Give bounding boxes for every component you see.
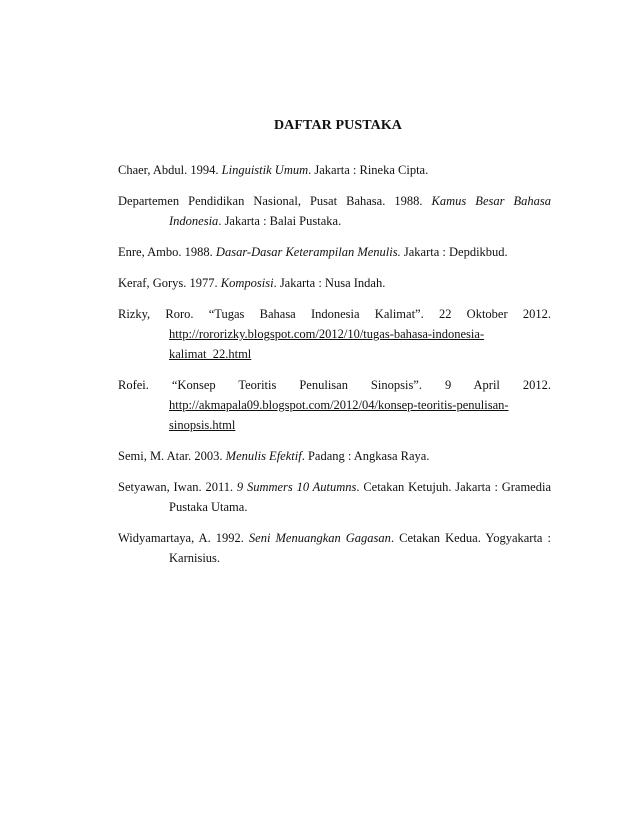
reference-publisher: . Jakarta : Nusa Indah. bbox=[273, 276, 386, 290]
reference-year: 1988. bbox=[394, 194, 423, 208]
reference-year: 1994. bbox=[190, 163, 219, 177]
reference-link[interactable]: http://akmapala09.blogspot.com/2012/04/konsep-teoritis-penulisan-sinopsis.html bbox=[169, 398, 509, 432]
reference-entry bbox=[118, 242, 551, 262]
reference-entry bbox=[118, 191, 551, 231]
reference-text: Rofei. “Konsep Teoritis Penulisan Sinopsis”. 9 April 2012. bbox=[118, 378, 551, 392]
reference-author: Setyawan, Iwan. bbox=[118, 480, 202, 494]
page-title: DAFTAR PUSTAKA bbox=[273, 118, 403, 133]
reference-title: Menulis Efektif bbox=[225, 449, 302, 463]
reference-author: Widyamartaya, A. bbox=[118, 531, 211, 545]
reference-publisher: . Cetakan Ketujuh. Jakarta : Gramedia Pustaka Utama. bbox=[169, 480, 552, 514]
reference-publisher: . Cetakan Kedua. Yogyakarta : Karnisius. bbox=[169, 531, 551, 565]
reference-link[interactable]: http://rororizky.blogspot.com/2012/10/tugas-bahasa-indonesia-kalimat_22.html bbox=[169, 327, 485, 361]
reference-title: Seni Menuangkan Gagasan bbox=[248, 531, 391, 545]
reference-entry bbox=[118, 160, 551, 180]
reference-entry bbox=[118, 477, 551, 517]
reference-year: 2003. bbox=[194, 449, 223, 463]
reference-publisher: . Jakarta : Balai Pustaka. bbox=[218, 214, 342, 228]
reference-entry bbox=[118, 304, 551, 364]
reference-author: Semi, M. Atar. bbox=[118, 449, 192, 463]
reference-year: 1992. bbox=[215, 531, 244, 545]
reference-title: 9 Summers 10 Autumns bbox=[236, 480, 357, 494]
reference-title: Komposisi bbox=[220, 276, 274, 290]
reference-year: 1977. bbox=[189, 276, 218, 290]
reference-entry bbox=[118, 446, 551, 466]
reference-year: 1988. bbox=[184, 245, 213, 259]
reference-publisher: . Padang : Angkasa Raya. bbox=[301, 449, 430, 463]
reference-year: 2011. bbox=[205, 480, 234, 494]
reference-author: Enre, Ambo. bbox=[118, 245, 182, 259]
reference-author: Departemen Pendidikan Nasional, Pusat Bahasa. bbox=[118, 194, 386, 208]
reference-list bbox=[118, 160, 551, 579]
reference-publisher: . Jakarta : Rineka Cipta. bbox=[308, 163, 429, 177]
reference-entry bbox=[118, 528, 551, 568]
reference-author: Keraf, Gorys. bbox=[118, 276, 187, 290]
reference-entry bbox=[118, 273, 551, 293]
reference-title: Dasar-Dasar Keterampilan Menulis. bbox=[215, 245, 401, 259]
reference-author: Chaer, Abdul. bbox=[118, 163, 188, 177]
reference-title: Linguistik Umum bbox=[221, 163, 309, 177]
reference-title: Kamus Besar Bahasa Indonesia bbox=[169, 194, 552, 228]
reference-publisher: Jakarta : Depdikbud. bbox=[400, 245, 508, 259]
reference-entry bbox=[118, 375, 551, 435]
reference-text: Rizky, Roro. “Tugas Bahasa Indonesia Kalimat”. 22 Oktober 2012. bbox=[118, 307, 551, 321]
